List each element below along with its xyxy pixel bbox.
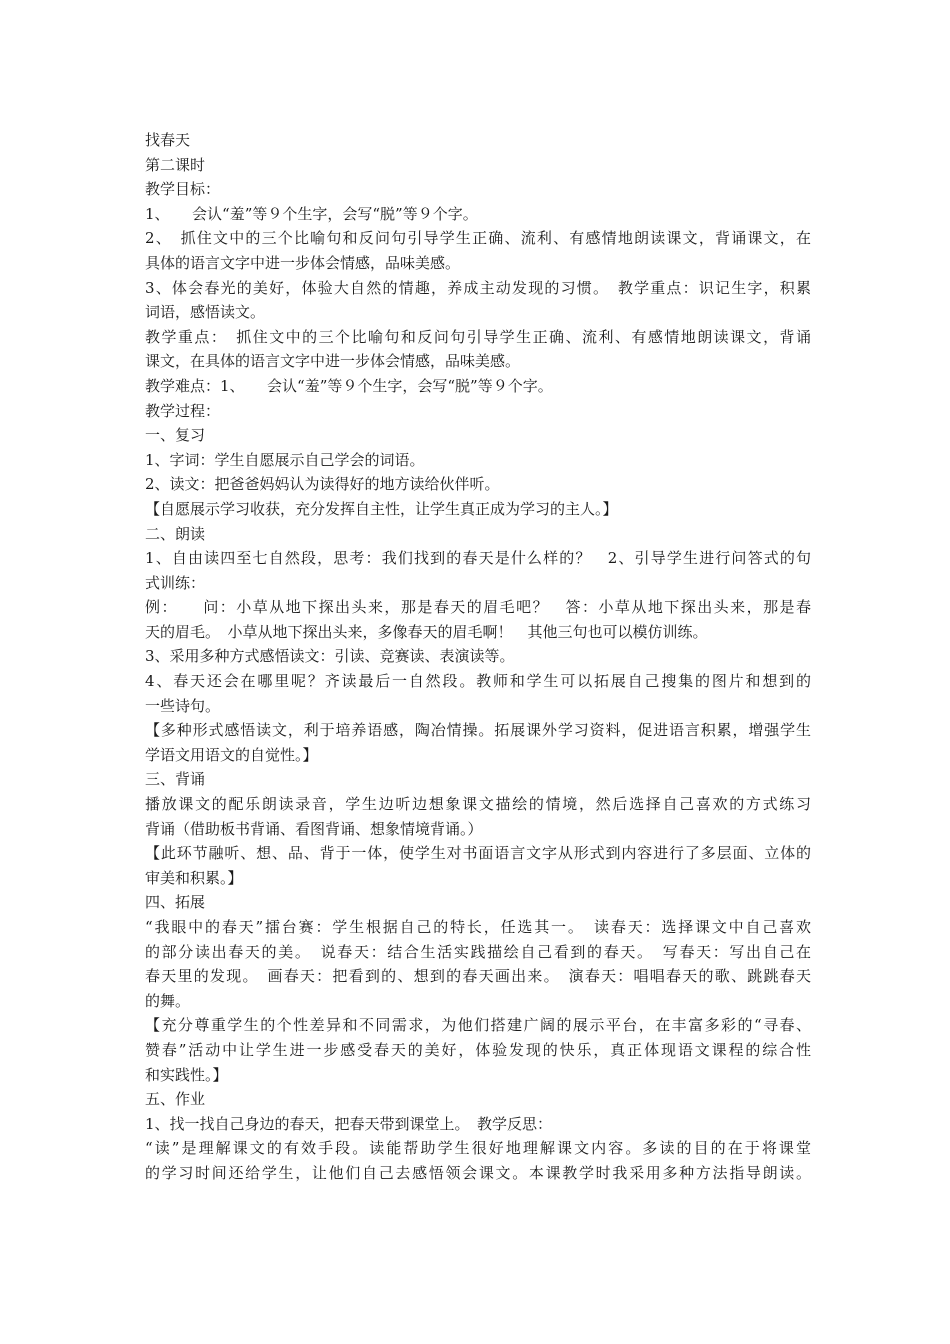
section-heading: 教学目标： <box>145 180 221 199</box>
text-line: 1、自由读四至七自然段，思考：我们找到的春天是什么样的？ 2、引导学生进行问答式的句 <box>145 549 811 568</box>
text-line: 例： 问：小草从地下探出头来，那是春天的眉毛吧？ 答：小草从地下探出头来，那是春 <box>145 598 811 617</box>
text-line: 的部分读出春天的美。 说春天：结合生活实践描绘自己看到的春天。 写春天：写出自己在 <box>145 942 811 961</box>
text-line: 教学难点：1、 会认“羞”等９个生字，会写“脱”等９个字。 <box>145 376 553 395</box>
text-line: 学语文用语文的自觉性。】 <box>145 745 318 764</box>
section-heading: 教学过程： <box>145 401 221 420</box>
text-line: 天的眉毛。 小草从地下探出头来，多像春天的眉毛啊！ 其他三句也可以模仿训练。 <box>145 622 708 641</box>
text-line: 教学重点： 抓住文中的三个比喻句和反问句引导学生正确、流利、有感情地朗读课文，背诵 <box>145 327 811 346</box>
text-line: 4、春天还会在哪里呢？齐读最后一自然段。教师和学生可以拓展自己搜集的图片和想到的 <box>145 672 811 691</box>
text-line: 和实践性。】 <box>145 1065 228 1084</box>
text-line: 的舞。 <box>145 991 191 1010</box>
text-line: 【自愿展示学习收获，充分发挥自主性，让学生真正成为学习的主人。】 <box>145 499 618 518</box>
text-line: 【充分尊重学生的个性差异和不同需求，为他们搭建广阔的展示平台，在丰富多彩的“寻春、 <box>145 1016 811 1035</box>
text-line: 赞春”活动中让学生进一步感受春天的美好，体验发现的快乐，真正体现语文课程的综合性 <box>145 1040 811 1059</box>
text-line: 3、体会春光的美好，体验大自然的情趣，养成主动发现的习惯。 教学重点：识记生字，积累 <box>145 278 811 297</box>
text-line: “我眼中的春天”擂台赛：学生根据自己的特长，任选其一。 读春天：选择课文中自己喜欢 <box>145 918 811 936</box>
text-line: 播放课文的配乐朗读录音，学生边听边想象课文描绘的情境，然后选择自己喜欢的方式练习 <box>145 795 811 814</box>
doc-subtitle: 第二课时 <box>145 155 206 174</box>
text-line: 1、找一找自己身边的春天，把春天带到课堂上。 教学反思： <box>145 1114 553 1133</box>
text-line: 2、读文：把爸爸妈妈认为读得好的地方读给伙伴听。 <box>145 475 500 494</box>
text-line: 一些诗句。 <box>145 696 221 715</box>
section-heading: 三、背诵 <box>145 770 206 789</box>
text-line: 【多种形式感悟读文，利于培养语感，陶冶情操。拓展课外学习资料，促进语言积累，增强学生 <box>145 721 811 740</box>
text-line: 具体的语言文字中进一步体会情感，品味美感。 <box>145 253 461 272</box>
text-line: 1、 会认“羞”等９个生字，会写“脱”等９个字。 <box>145 204 478 223</box>
text-line: 春天里的发现。 画春天：把看到的、想到的春天画出来。 演春天：唱唱春天的歌、跳跳春天 <box>145 967 811 986</box>
doc-title: 找春天 <box>145 131 191 149</box>
document-body <box>145 128 811 1186</box>
section-heading: 二、朗读 <box>145 524 206 543</box>
text-line: 1、字词：学生自愿展示自己学会的词语。 <box>145 450 425 469</box>
text-line: “读”是理解课文的有效手段。读能帮助学生很好地理解课文内容。多读的目的在于将课堂 <box>145 1139 811 1158</box>
text-line: 的学习时间还给学生，让他们自己去感悟领会课文。本课教学时我采用多种方法指导朗读。 <box>145 1163 811 1182</box>
text-line: 3、采用多种方式感悟读文：引读、竞赛读、表演读等。 <box>145 647 515 666</box>
text-line: 【此环节融听、想、品、背于一体，使学生对书面语言文字从形式到内容进行了多层面、立体的 <box>145 844 811 863</box>
section-heading: 五、作业 <box>145 1090 206 1109</box>
text-line: 背诵（借助板书背诵、看图背诵、想象情境背诵。） <box>145 819 483 838</box>
text-line: 式训练： <box>145 573 206 592</box>
section-heading: 四、拓展 <box>145 893 206 912</box>
text-line: 审美和积累。】 <box>145 868 243 887</box>
text-line: 2、 抓住文中的三个比喻句和反问句引导学生正确、流利、有感情地朗读课文，背诵课文，在 <box>145 229 811 248</box>
text-line: 课文，在具体的语言文字中进一步体会情感，品味美感。 <box>145 352 521 371</box>
section-heading: 一、复习 <box>145 426 206 445</box>
text-line: 词语，感悟读文。 <box>145 303 266 322</box>
